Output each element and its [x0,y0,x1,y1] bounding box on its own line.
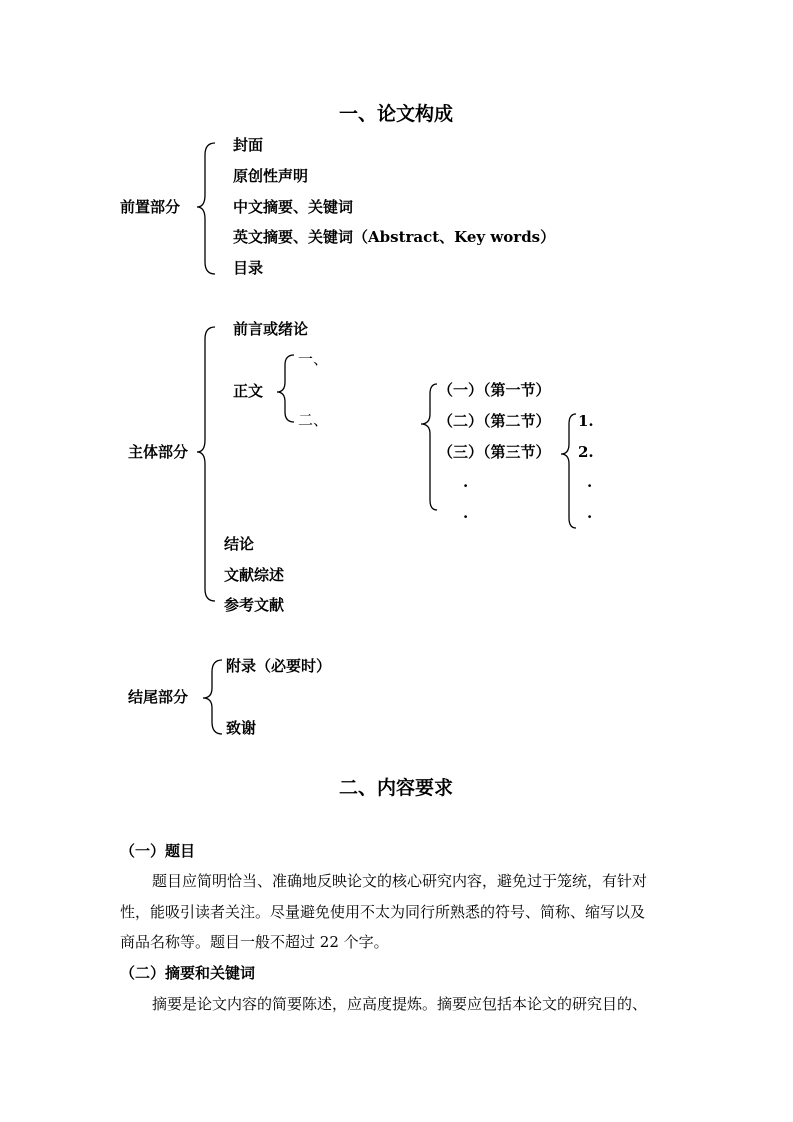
section-title-composition: 一、论文构成 [339,103,454,125]
paragraph-line: 题目应简明恰当、准确地反映论文的核心研究内容，避免过于笼统，有针对 [152,872,648,890]
section-item-3: （三）（第三节） [438,443,551,461]
sub-heading-title: （一）题目 [120,842,196,860]
section-dot-1: . [463,473,469,491]
section-dot-2: . [463,504,469,522]
end-item-acknowledgement: 致谢 [226,719,257,737]
front-item-cover: 封面 [233,136,264,154]
sections-brace [421,384,437,510]
section-item-1: （一）（第一节） [438,381,551,399]
subsection-item-2: 2. [578,443,594,461]
main-body-label: 正文 [233,382,264,400]
end-brace [203,660,222,734]
end-part-label: 结尾部分 [128,688,189,706]
subsection-item-1: 1. [578,412,594,430]
front-item-cn-abstract: 中文摘要、关键词 [233,198,354,216]
front-part-label: 前置部分 [120,198,181,216]
main-item-literature-review: 文献综述 [224,566,285,584]
subsection-dot-1: . [587,473,593,491]
sub-heading-abstract: （二）摘要和关键词 [120,964,256,982]
main-item-intro: 前言或绪论 [233,320,309,338]
front-item-originality: 原创性声明 [233,167,309,185]
front-item-en-abstract: 英文摘要、关键词（Abstract、Key words） [233,228,556,246]
subsections-brace [561,414,576,528]
section-title-requirements: 二、内容要求 [339,777,454,799]
body-brace [277,355,294,422]
subsection-dot-2: . [587,504,593,522]
paragraph-line: 商品名称等。题目一般不超过 22 个字。 [120,933,389,951]
main-part-label: 主体部分 [128,443,189,461]
main-brace [197,327,215,601]
front-item-toc: 目录 [233,259,264,277]
end-item-appendix: 附录（必要时） [226,657,332,675]
chapter-one: 一、 [298,350,329,368]
paragraph-line: 性，能吸引读者关注。尽量避免使用不太为同行所熟悉的符号、简称、缩写以及 [120,903,646,921]
main-item-conclusion: 结论 [224,535,255,553]
front-brace [197,143,215,274]
section-item-2: （二）（第二节） [438,412,551,430]
chapter-two: 二、 [298,411,329,429]
paragraph-line: 摘要是论文内容的简要陈述，应高度提炼。摘要应包括本论文的研究目的、 [152,995,648,1013]
main-item-references: 参考文献 [224,596,285,614]
